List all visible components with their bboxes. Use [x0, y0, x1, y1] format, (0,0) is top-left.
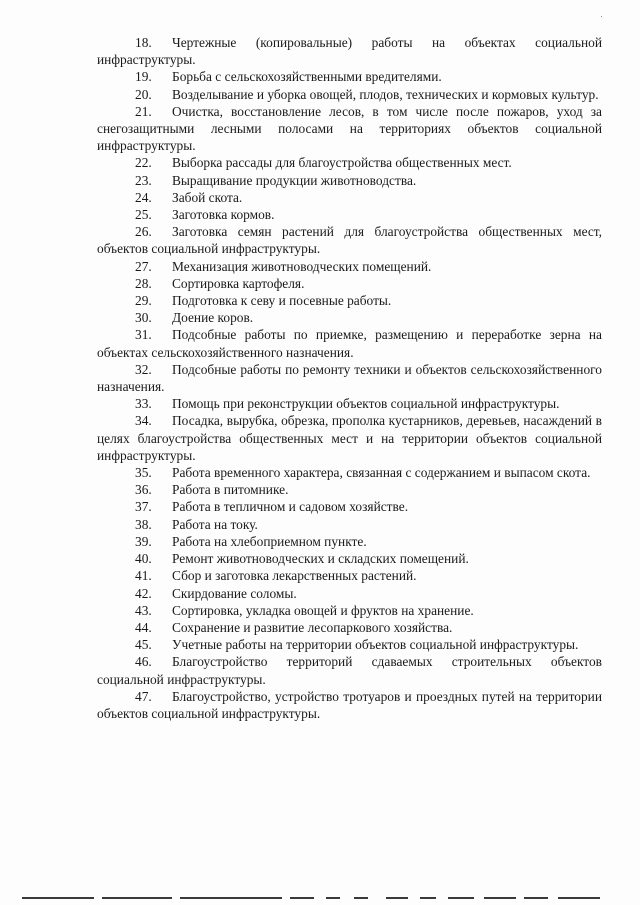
list-item — [97, 533, 602, 550]
rule-segment — [326, 897, 340, 899]
item-text: Сортировка, укладка овощей и фруктов на хранение. — [172, 602, 474, 618]
list-item — [97, 464, 602, 481]
list-item — [97, 275, 602, 292]
list-item — [97, 481, 602, 498]
item-text: Скирдование соломы. — [172, 585, 297, 601]
list-item — [97, 498, 602, 515]
list-item — [97, 103, 602, 155]
list-item — [97, 309, 602, 326]
item-text: Забой скота. — [172, 189, 243, 205]
list-item — [97, 653, 602, 687]
rule-segment — [558, 897, 600, 899]
list-item — [97, 602, 602, 619]
item-text: Благоустройство, устройство тротуаров и проездных путей на территории объектов социальной инфраструктуры. — [97, 688, 602, 721]
item-text: Доение коров. — [172, 310, 254, 326]
item-number: 37. — [135, 499, 152, 515]
item-text: Помощь при реконструкции объектов социальной инфраструктуры. — [172, 396, 560, 412]
item-text: Работа в питомнике. — [172, 482, 289, 498]
list-item — [97, 154, 602, 171]
item-number: 43. — [135, 602, 152, 618]
item-number: 35. — [135, 465, 152, 481]
item-number: 36. — [135, 482, 152, 498]
rule-segment — [102, 897, 172, 899]
rule-segment — [448, 897, 474, 899]
item-text: Работа временного характера, связанная с содержанием и выпасом скота. — [172, 465, 591, 481]
item-text: Подсобные работы по приемке, размещению и переработке зерна на объектах сельскохозяйственного назначения. — [97, 327, 602, 360]
list-item — [97, 258, 602, 275]
item-text: Очистка, восстановление лесов, в том числе после пожаров, уход за снегозащитными лесными полосами на территориях объектов социальной инфраструктуры. — [97, 103, 602, 154]
list-item — [97, 189, 602, 206]
list-item — [97, 636, 602, 653]
rule-segment — [386, 897, 408, 899]
list-item — [97, 326, 602, 360]
item-number: 42. — [135, 585, 152, 601]
item-number: 40. — [135, 551, 152, 567]
item-number: 23. — [135, 172, 152, 188]
list-item — [97, 172, 602, 189]
item-number: 19. — [135, 69, 152, 85]
list-item — [97, 585, 602, 602]
item-number: 45. — [135, 637, 152, 653]
list-item — [97, 688, 602, 722]
item-number: 20. — [135, 86, 152, 102]
item-number: 27. — [135, 258, 152, 274]
item-number: 44. — [135, 619, 152, 635]
item-text: Сохранение и развитие лесопаркового хозяйства. — [172, 619, 453, 635]
item-number: 46. — [135, 654, 152, 670]
item-text: Механизация животноводческих помещений. — [172, 258, 432, 274]
item-number: 47. — [135, 688, 152, 704]
rule-segment — [354, 897, 368, 899]
item-text: Заготовка кормов. — [172, 207, 275, 223]
item-number: 21. — [135, 103, 152, 119]
list-item — [97, 361, 602, 395]
item-text: Выращивание продукции животноводства. — [172, 172, 417, 188]
item-number: 33. — [135, 396, 152, 412]
rule-segment — [420, 897, 436, 899]
item-text: Подготовка к севу и посевные работы. — [172, 293, 392, 309]
list-item — [97, 34, 602, 68]
list-item — [97, 619, 602, 636]
item-text: Работа на току. — [172, 516, 258, 532]
item-text: Выборка рассады для благоустройства общественных мест. — [172, 155, 512, 171]
item-number: 39. — [135, 533, 152, 549]
item-number: 32. — [135, 361, 152, 377]
item-text: Чертежные (копировальные) работы на объектах социальной инфраструктуры. — [97, 35, 602, 68]
item-number: 34. — [135, 413, 152, 429]
item-text: Возделывание и уборка овощей, плодов, технических и кормовых культур. — [172, 86, 599, 102]
rule-segment — [484, 897, 516, 899]
list-item — [97, 223, 602, 257]
item-number: 26. — [135, 224, 152, 240]
item-number: 30. — [135, 310, 152, 326]
item-text: Подсобные работы по ремонту техники и объектов сельскохозяйственного назначения. — [97, 361, 602, 395]
item-text: Работа в тепличном и садовом хозяйстве. — [172, 499, 409, 515]
work-type-list — [97, 34, 602, 722]
list-item — [97, 68, 602, 85]
item-number: 24. — [135, 189, 152, 205]
item-text: Работа на хлебоприемном пункте. — [172, 533, 367, 549]
item-number: 28. — [135, 275, 152, 291]
item-text: Посадка, вырубка, обрезка, прополка кустарников, деревьев, насаждений в целях благоустройства общественных мест и на территории объектов социальной инфраструктуры. — [97, 413, 602, 463]
scan-speck — [601, 16, 602, 17]
rule-segment — [180, 897, 282, 899]
item-text: Борьба с сельскохозяйственными вредителями. — [172, 69, 442, 85]
item-number: 41. — [135, 568, 152, 584]
item-text: Сортировка картофеля. — [172, 275, 305, 291]
list-item — [97, 412, 602, 464]
item-number: 22. — [135, 155, 152, 171]
list-item — [97, 292, 602, 309]
footer-dashed-rule — [22, 897, 602, 899]
rule-segment — [290, 897, 314, 899]
item-text: Заготовка семян растений для благоустройства общественных мест, объектов социальной инфраструктуры. — [97, 224, 602, 257]
rule-segment — [524, 897, 548, 899]
item-text: Благоустройство территорий сдаваемых строительных объектов социальной инфраструктуры. — [97, 654, 602, 687]
list-item — [97, 516, 602, 533]
list-item — [97, 395, 602, 412]
item-number: 18. — [135, 35, 152, 50]
list-item — [97, 550, 602, 567]
item-number: 31. — [135, 327, 152, 343]
item-number: 25. — [135, 207, 152, 223]
item-number: 29. — [135, 293, 152, 309]
list-item — [97, 206, 602, 223]
rule-segment — [22, 897, 94, 899]
item-text: Ремонт животноводческих и складских помещений. — [172, 551, 469, 567]
list-item — [97, 567, 602, 584]
item-text: Сбор и заготовка лекарственных растений. — [172, 568, 417, 584]
item-text: Учетные работы на территории объектов социальной инфраструктуры. — [172, 637, 579, 653]
list-item — [97, 86, 602, 103]
item-number: 38. — [135, 516, 152, 532]
